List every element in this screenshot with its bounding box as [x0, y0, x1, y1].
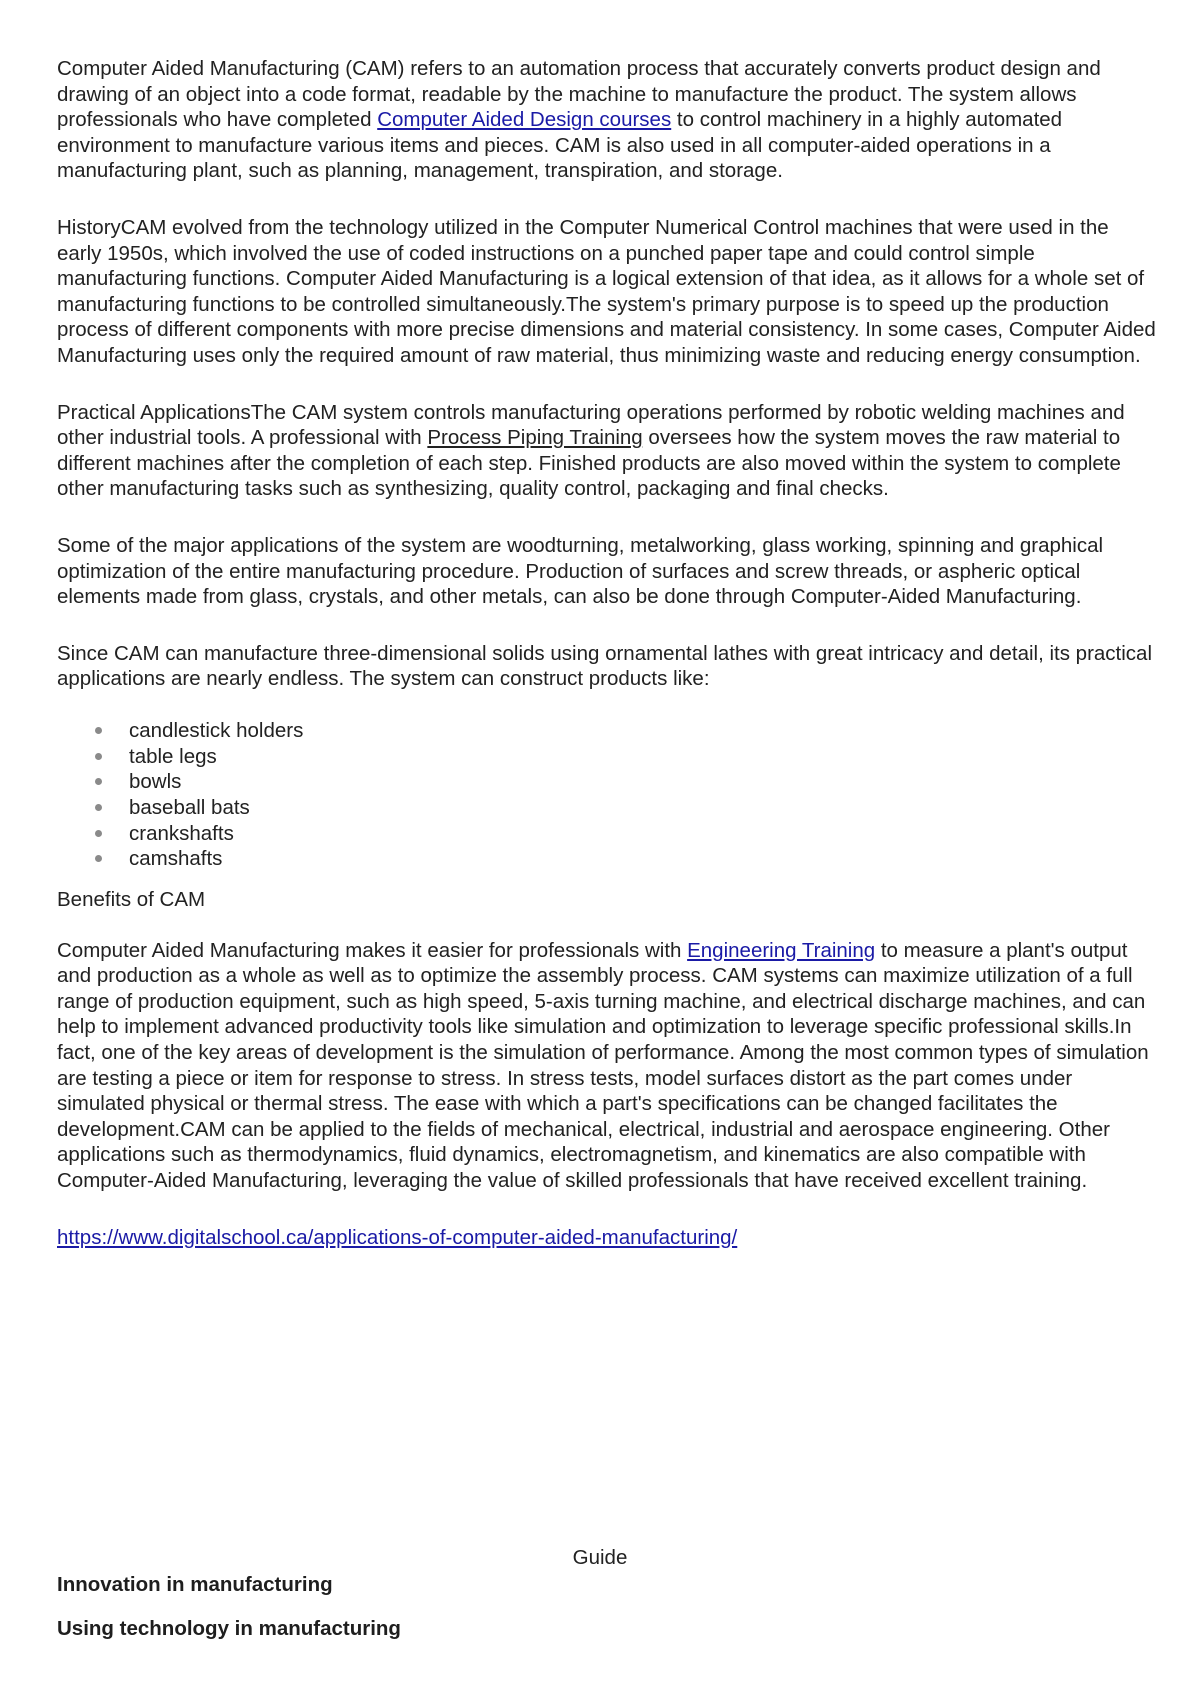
list-item — [129, 718, 1157, 744]
list-item-text: bowls — [129, 770, 182, 794]
bullet-icon — [95, 855, 102, 862]
paragraph-benefits — [57, 938, 1157, 1194]
paragraph-products-intro: Since CAM can manufacture three-dimensional solids using ornamental lathes with great intricacy and detail, its practical applications are nearly endless. The system can construct products like: — [57, 641, 1153, 691]
bullet-icon — [95, 778, 102, 785]
list-item — [129, 821, 1157, 847]
process-piping-training-link[interactable]: Process Piping Training — [427, 426, 643, 450]
paragraph-benefits-text: Computer Aided Manufacturing makes it easier for professionals with — [57, 938, 688, 962]
list-item-text: table legs — [129, 744, 217, 768]
list-item-text: crankshafts — [129, 821, 234, 845]
list-item-text: camshafts — [129, 847, 223, 871]
computer-aided-design-courses-link[interactable]: Computer Aided Design courses — [377, 108, 672, 132]
article-body — [57, 56, 1157, 1250]
bullet-icon — [95, 830, 102, 837]
paragraph-practical-text-cont: oversees how the system moves the raw material to different machines after the completion of each step. Finished products are also moved within the system to complete other manufacturing tasks such as synthesizing, quality control, packaging and final checks. — [57, 426, 1121, 501]
list-item — [129, 846, 1157, 872]
products-list — [57, 718, 1157, 872]
paragraph-benefits-text-cont: to measure a plant's output and production as a whole as well as to optimize the assembly process. CAM systems can maximize utilization of a full range of production equipment, such as high speed, 5-axis turning machine, and electrical discharge machines, and can help to implement advanced productivity tools like simulation and optimization to leverage specific professional skills.In fact, one of the key areas of development is the simulation of performance. Among the most common types of simulation are testing a piece or item for response to stress. In stress tests, model surfaces distort as the part comes under simulated physical or thermal stress. The ease with which a part's specifications can be changed facilitates the development.CAM can be applied to the fields of mechanical, electrical, industrial and aerospace engineering. Other applications such as thermodynamics, fluid dynamics, electromagnetism, and kinematics are also compatible with Computer-Aided Manufacturing, leveraging the value of skilled professionals that have received excellent training. — [57, 938, 1149, 1192]
source-url-link[interactable]: https://www.digitalschool.ca/applications-of-computer-aided-manufacturing/ — [57, 1225, 738, 1249]
list-item — [129, 744, 1157, 770]
paragraph-practical-applications — [57, 400, 1157, 502]
tag-using-technology-in-manufacturing[interactable]: Using technology in manufacturing — [57, 1617, 401, 1640]
list-item-text: baseball bats — [129, 795, 250, 819]
tag-innovation-in-manufacturing[interactable]: Innovation in manufacturing — [57, 1573, 333, 1596]
paragraph-intro-text-cont: to control machinery in a highly automated environment to manufacture various items and pieces. CAM is also used in all computer-aided operations in a manufacturing plant, such as planning, management, transpiration, and storage. — [57, 108, 1063, 183]
paragraph-intro-text: Computer Aided Manufacturing (CAM) refers to an automation process that accurately converts product design and drawing of an object into a code format, readable by the machine to manufacture the product. The system allows professionals who have completed — [57, 57, 1101, 132]
guide-label: Guide — [572, 1546, 628, 1569]
bullet-icon — [95, 804, 102, 811]
bullet-icon — [95, 753, 102, 760]
list-item-text: candlestick holders — [129, 718, 304, 742]
paragraph-major-applications: Some of the major applications of the system are woodturning, metalworking, glass working, spinning and graphical optimization of the entire manufacturing procedure. Production of surfaces and screw threads, or aspheric optical elements made from glass, crystals, and other metals, can also be done through Computer-Aided Manufacturing. — [57, 533, 1104, 609]
list-item — [129, 769, 1157, 795]
engineering-training-link[interactable]: Engineering Training — [687, 938, 876, 962]
bullet-icon — [95, 727, 102, 734]
paragraph-intro — [57, 56, 1157, 184]
list-item — [129, 795, 1157, 821]
paragraph-history: HistoryCAM evolved from the technology utilized in the Computer Numerical Control machines that were used in the early 1950s, which involved the use of coded instructions on a punched paper tape and could control simple manufacturing functions. Computer Aided Manufacturing is a logical extension of that idea, as it allows for a whole set of manufacturing functions to be controlled simultaneously.The system's primary purpose is to speed up the production process of different components with more precise dimensions and material consistency. In some cases, Computer Aided Manufacturing uses only the required amount of raw material, thus minimizing waste and reducing energy consumption. — [57, 215, 1156, 367]
source-paragraph — [57, 1225, 1157, 1251]
paragraph-practical-text: Practical ApplicationsThe CAM system controls manufacturing operations performed by robotic welding machines and other industrial tools. A professional with — [57, 400, 1125, 450]
benefits-heading: Benefits of CAM — [57, 888, 206, 911]
